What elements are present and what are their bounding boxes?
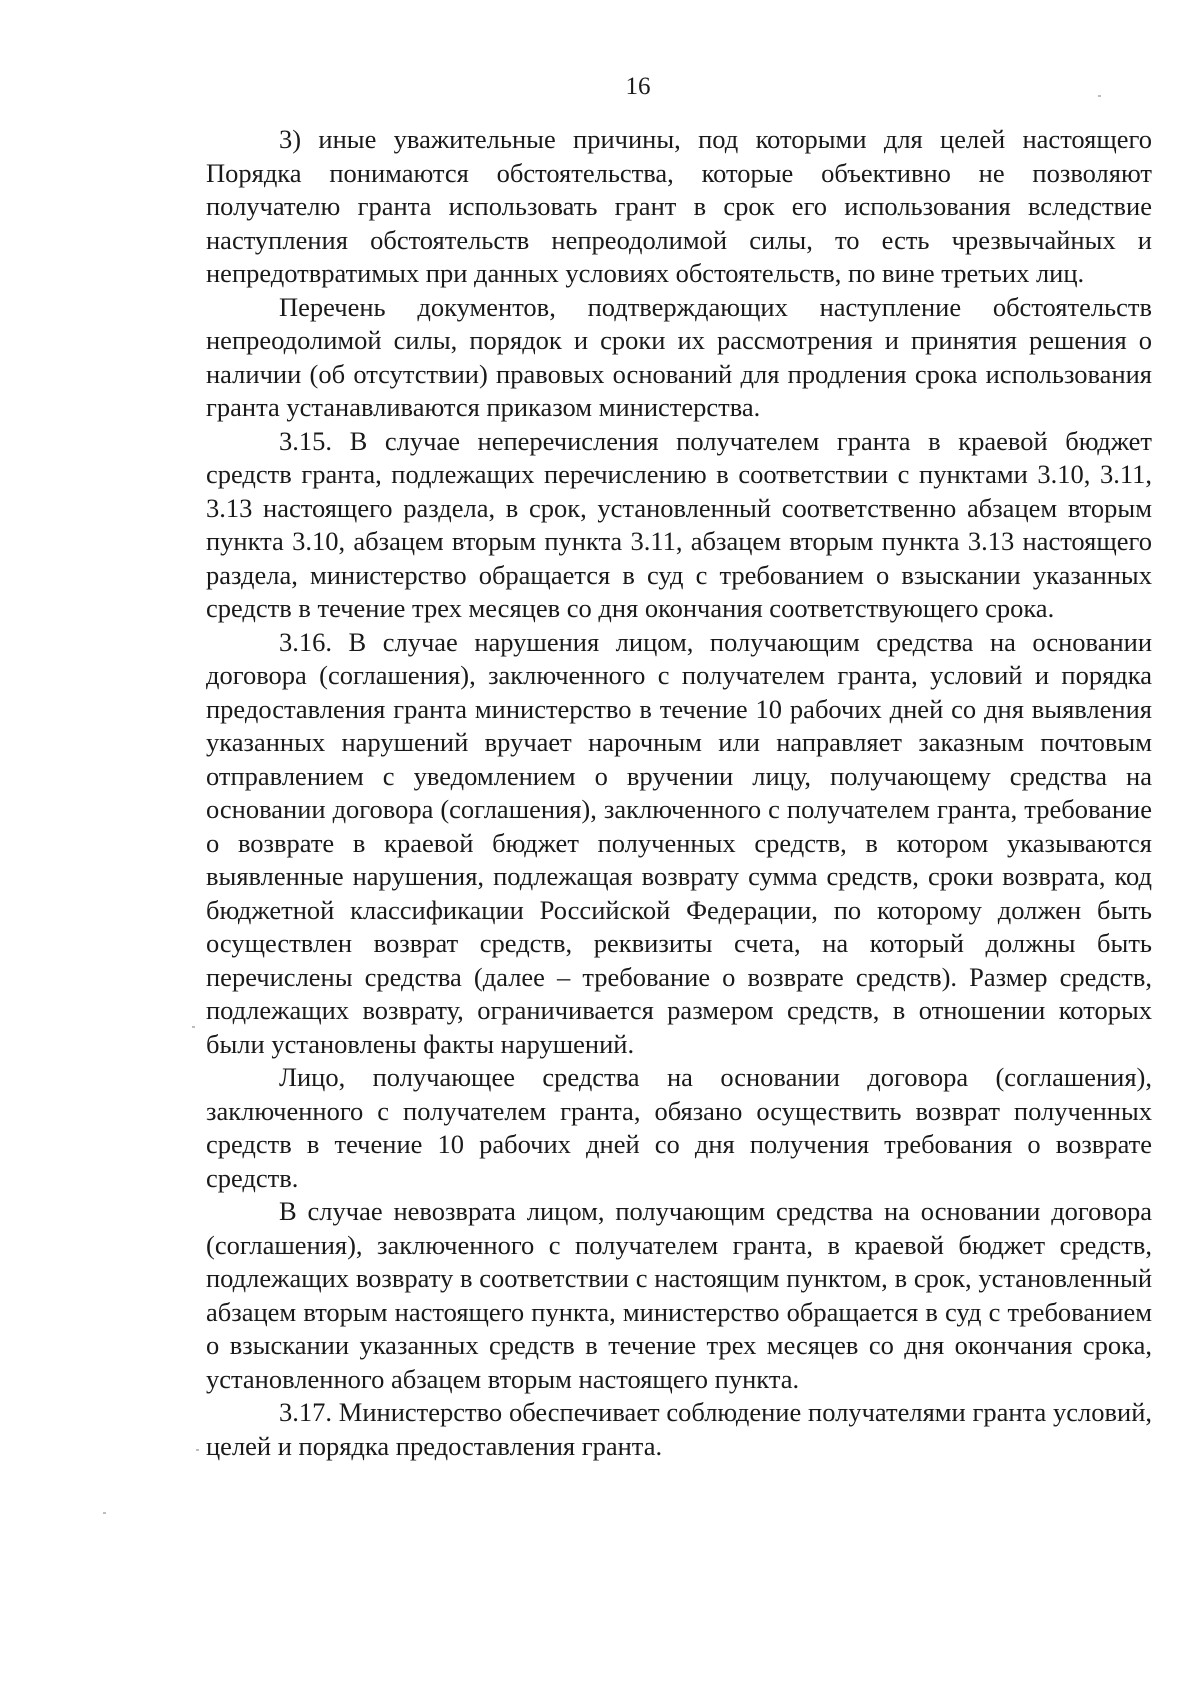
paragraph-other-valid-reasons: 3) иные уважительные причины, под которыми для целей настоящего Порядка понимаются обстоятельства, которые объективно не позволяют получателю гранта использовать грант в срок его использования вследствие наступления обстоятельств непреодолимой силы, то есть чрезвычайных и непредотвратимых при данных условиях обстоятельств, по вине третьих лиц. (206, 124, 1152, 288)
paragraph-refund-obligation: Лицо, получающее средства на основании договора (соглашения), заключенного с получателем гранта, обязано осуществить возврат полученных средств в течение 10 рабочих дней со дня получения требования о возврате средств. (206, 1062, 1152, 1193)
scan-speck (196, 1449, 199, 1451)
paragraph-clause-3-16: 3.16. В случае нарушения лицом, получающим средства на основании договора (соглашения), заключенного с получателем гранта, условий и порядка предоставления гранта министерство в течение 10 рабочих дней со дня выявления указанных нарушений вручает нарочным или направляет заказным почтовым отправлением с уведомлением о вручении лицу, получающему средства на основании договора (соглашения), заключенного с получателем гранта, требование о возврате в краевой бюджет полученных средств, в котором указываются выявленные нарушения, подлежащая возврату сумма средств, сроки возврата, код бюджетной классификации Российской Федерации, по которому должен быть осуществлен возврат средств, реквизиты счета, на который должны быть перечислены средства (далее – требование о возврате средств). Размер средств, подлежащих возврату, ограничивается размером средств, в отношении которых были установлены факты нарушений. (206, 626, 1152, 1059)
paragraph-non-refund-court: В случае невозврата лицом, получающим средства на основании договора (соглашения), заключенного с получателем гранта, в краевой бюджет средств, подлежащих возврату в соответствии с настоящим пунктом, в срок, установленный абзацем вторым настоящего пункта, министерство обращается в суд с требованием о взыскании указанных средств в течение трех месяцев со дня окончания срока, установленного абзацем вторым настоящего пункта. (206, 1196, 1152, 1394)
scan-speck (192, 1026, 195, 1028)
paragraph-force-majeure-documents: Перечень документов, подтверждающих наступление обстоятельств непреодолимой силы, порядок и сроки их рассмотрения и принятия решения о наличии (об отсутствии) правовых оснований для продления срока использования гранта устанавливаются приказом министерства. (206, 291, 1152, 422)
document-body (206, 123, 1152, 1463)
paragraph-clause-3-17: 3.17. Министерство обеспечивает соблюдение получателями гранта условий, целей и порядка предоставления гранта. (206, 1397, 1152, 1461)
scan-speck (103, 1512, 106, 1514)
paragraph-clause-3-15: 3.15. В случае неперечисления получателем гранта в краевой бюджет средств гранта, подлежащих перечислению в соответствии с пунктами 3.10, 3.11, 3.13 настоящего раздела, в срок, установленный соответственно абзацем вторым пункта 3.10, абзацем вторым пункта 3.11, абзацем вторым пункта 3.13 настоящего раздела, министерство обращается в суд с требованием о взыскании указанных средств в течение трех месяцев со дня окончания соответствующего срока. (206, 425, 1152, 623)
page-number: 16 (625, 73, 651, 100)
scan-speck (1098, 95, 1101, 97)
